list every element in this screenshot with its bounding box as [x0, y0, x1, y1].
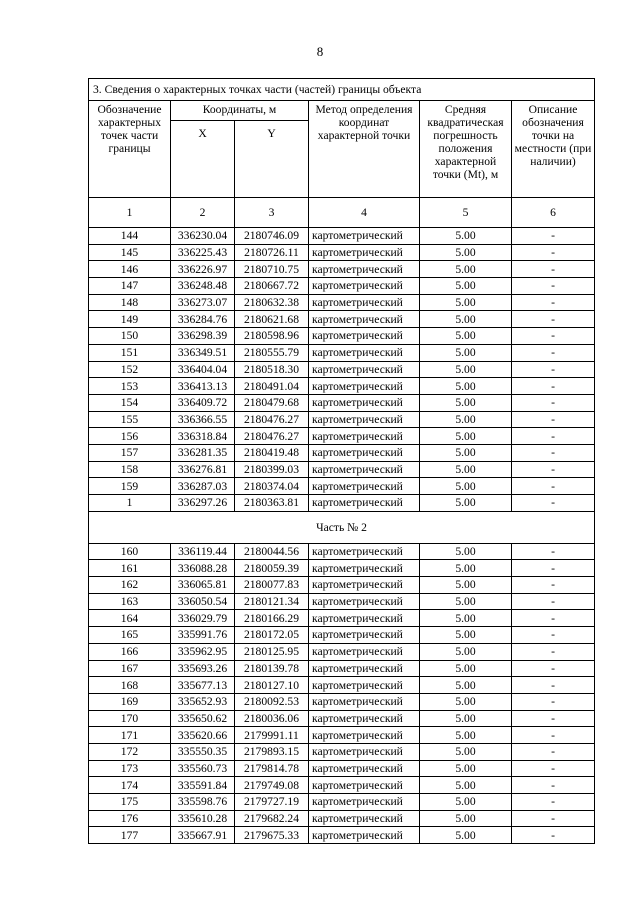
y-coord-cell: 2179991.11: [235, 727, 309, 744]
method-cell: картометрический: [309, 394, 420, 411]
method-cell: картометрический: [309, 328, 420, 345]
mean-error-cell: 5.00: [420, 794, 512, 811]
description-cell: -: [512, 710, 595, 727]
table-row: [89, 610, 595, 627]
point-id-cell: 160: [89, 543, 171, 560]
description-cell: -: [512, 394, 595, 411]
y-coord-cell: 2180667.72: [235, 278, 309, 295]
mean-error-cell: 5.00: [420, 710, 512, 727]
x-coord-cell: 336029.79: [171, 610, 235, 627]
x-coord-cell: 335620.66: [171, 727, 235, 744]
point-id-cell: 153: [89, 378, 171, 395]
method-cell: картометрический: [309, 693, 420, 710]
table-row: [89, 560, 595, 577]
point-id-cell: 166: [89, 643, 171, 660]
method-cell: картометрический: [309, 543, 420, 560]
mean-error-cell: 5.00: [420, 760, 512, 777]
table-row: [89, 643, 595, 660]
table-row: [89, 710, 595, 727]
description-cell: -: [512, 361, 595, 378]
mean-error-cell: 5.00: [420, 610, 512, 627]
y-coord-cell: 2180518.30: [235, 361, 309, 378]
y-coord-cell: 2180598.96: [235, 328, 309, 345]
mean-error-cell: 5.00: [420, 278, 512, 295]
description-cell: -: [512, 693, 595, 710]
y-coord-cell: 2180710.75: [235, 261, 309, 278]
method-cell: картометрический: [309, 278, 420, 295]
description-cell: -: [512, 810, 595, 827]
point-id-cell: 146: [89, 261, 171, 278]
y-coord-cell: 2180374.04: [235, 478, 309, 495]
description-cell: -: [512, 610, 595, 627]
header-point-designation: Обозначение характерных точек части границы: [89, 101, 171, 198]
table-row: [89, 495, 595, 512]
mean-error-cell: 5.00: [420, 228, 512, 245]
point-id-cell: 158: [89, 461, 171, 478]
mean-error-cell: 5.00: [420, 244, 512, 261]
method-cell: картометрический: [309, 560, 420, 577]
point-id-cell: 163: [89, 593, 171, 610]
column-number: 5: [420, 198, 512, 228]
mean-error-cell: 5.00: [420, 495, 512, 512]
y-coord-cell: 2180399.03: [235, 461, 309, 478]
table-row: [89, 294, 595, 311]
point-id-cell: 152: [89, 361, 171, 378]
description-cell: -: [512, 660, 595, 677]
y-coord-cell: 2179675.33: [235, 827, 309, 844]
point-id-cell: 150: [89, 328, 171, 345]
description-cell: -: [512, 777, 595, 794]
point-id-cell: 168: [89, 677, 171, 694]
table-row: [89, 593, 595, 610]
method-cell: картометрический: [309, 827, 420, 844]
y-coord-cell: 2180621.68: [235, 311, 309, 328]
x-coord-cell: 336119.44: [171, 543, 235, 560]
y-coord-cell: 2180476.27: [235, 428, 309, 445]
table-row: [89, 411, 595, 428]
mean-error-cell: 5.00: [420, 378, 512, 395]
x-coord-cell: 336297.26: [171, 495, 235, 512]
method-cell: картометрический: [309, 428, 420, 445]
table-row: [89, 810, 595, 827]
description-cell: -: [512, 627, 595, 644]
mean-error-cell: 5.00: [420, 461, 512, 478]
table-row: [89, 344, 595, 361]
method-cell: картометрический: [309, 444, 420, 461]
point-id-cell: 167: [89, 660, 171, 677]
point-id-cell: 175: [89, 794, 171, 811]
method-cell: картометрический: [309, 660, 420, 677]
y-coord-cell: 2180121.34: [235, 593, 309, 610]
y-coord-cell: 2180059.39: [235, 560, 309, 577]
method-cell: картометрический: [309, 411, 420, 428]
table-row: [89, 261, 595, 278]
x-coord-cell: 336225.43: [171, 244, 235, 261]
table-row: [89, 693, 595, 710]
method-cell: картометрический: [309, 743, 420, 760]
description-cell: -: [512, 428, 595, 445]
y-coord-cell: 2180632.38: [235, 294, 309, 311]
mean-error-cell: 5.00: [420, 444, 512, 461]
point-id-cell: 174: [89, 777, 171, 794]
point-id-cell: 151: [89, 344, 171, 361]
x-coord-cell: 336281.35: [171, 444, 235, 461]
x-coord-cell: 335677.13: [171, 677, 235, 694]
table-row: [89, 311, 595, 328]
x-coord-cell: 336050.54: [171, 593, 235, 610]
header-method: Метод определения координат характерной точки: [309, 101, 420, 198]
table-row: [89, 444, 595, 461]
method-cell: картометрический: [309, 727, 420, 744]
description-cell: -: [512, 677, 595, 694]
method-cell: картометрический: [309, 344, 420, 361]
y-coord-cell: 2180044.56: [235, 543, 309, 560]
y-coord-cell: 2179749.08: [235, 777, 309, 794]
method-cell: картометрический: [309, 311, 420, 328]
x-coord-cell: 336409.72: [171, 394, 235, 411]
y-coord-cell: 2180555.79: [235, 344, 309, 361]
mean-error-cell: 5.00: [420, 627, 512, 644]
table-row: [89, 760, 595, 777]
x-coord-cell: 335550.35: [171, 743, 235, 760]
header-description: Описание обозначения точки на местности (при наличии): [512, 101, 595, 198]
point-id-cell: 173: [89, 760, 171, 777]
x-coord-cell: 336298.39: [171, 328, 235, 345]
table-row: [89, 244, 595, 261]
x-coord-cell: 336318.84: [171, 428, 235, 445]
description-cell: -: [512, 344, 595, 361]
x-coord-cell: 335610.28: [171, 810, 235, 827]
method-cell: картометрический: [309, 643, 420, 660]
description-cell: -: [512, 727, 595, 744]
mean-error-cell: 5.00: [420, 294, 512, 311]
y-coord-cell: 2180363.81: [235, 495, 309, 512]
description-cell: -: [512, 827, 595, 844]
table-row: [89, 743, 595, 760]
mean-error-cell: 5.00: [420, 777, 512, 794]
point-id-cell: 176: [89, 810, 171, 827]
description-cell: -: [512, 794, 595, 811]
table-row: [89, 777, 595, 794]
point-id-cell: 145: [89, 244, 171, 261]
x-coord-cell: 336273.07: [171, 294, 235, 311]
method-cell: картометрический: [309, 478, 420, 495]
point-id-cell: 170: [89, 710, 171, 727]
description-cell: -: [512, 577, 595, 594]
mean-error-cell: 5.00: [420, 643, 512, 660]
y-coord-cell: 2179893.15: [235, 743, 309, 760]
mean-error-cell: 5.00: [420, 810, 512, 827]
description-cell: -: [512, 278, 595, 295]
description-cell: -: [512, 228, 595, 245]
x-coord-cell: 335591.84: [171, 777, 235, 794]
mean-error-cell: 5.00: [420, 543, 512, 560]
table-row: [89, 394, 595, 411]
mean-error-cell: 5.00: [420, 693, 512, 710]
column-numbers-row: [89, 198, 595, 228]
y-coord-cell: 2180036.06: [235, 710, 309, 727]
method-cell: картометрический: [309, 361, 420, 378]
point-id-cell: 148: [89, 294, 171, 311]
description-cell: -: [512, 543, 595, 560]
mean-error-cell: 5.00: [420, 328, 512, 345]
point-id-cell: 154: [89, 394, 171, 411]
table-row: [89, 727, 595, 744]
x-coord-cell: 335991.76: [171, 627, 235, 644]
method-cell: картометрический: [309, 610, 420, 627]
table-row: [89, 827, 595, 844]
column-number: 1: [89, 198, 171, 228]
x-coord-cell: 336248.48: [171, 278, 235, 295]
table-row: [89, 577, 595, 594]
table-row: [89, 627, 595, 644]
header-mean-error: Средняя квадратическая погрешность положения характерной точки (Mt), м: [420, 101, 512, 198]
y-coord-cell: 2180726.11: [235, 244, 309, 261]
section-title: 3. Сведения о характерных точках части (частей) границы объекта: [89, 79, 595, 101]
point-id-cell: 177: [89, 827, 171, 844]
point-id-cell: 147: [89, 278, 171, 295]
method-cell: картометрический: [309, 777, 420, 794]
x-coord-cell: 336088.28: [171, 560, 235, 577]
point-id-cell: 1: [89, 495, 171, 512]
x-coord-cell: 336065.81: [171, 577, 235, 594]
point-id-cell: 172: [89, 743, 171, 760]
y-coord-cell: 2179814.78: [235, 760, 309, 777]
mean-error-cell: 5.00: [420, 311, 512, 328]
point-id-cell: 171: [89, 727, 171, 744]
description-cell: -: [512, 261, 595, 278]
x-coord-cell: 336287.03: [171, 478, 235, 495]
table-row: [89, 794, 595, 811]
description-cell: -: [512, 294, 595, 311]
mean-error-cell: 5.00: [420, 593, 512, 610]
point-id-cell: 144: [89, 228, 171, 245]
point-id-cell: 159: [89, 478, 171, 495]
x-coord-cell: 336404.04: [171, 361, 235, 378]
x-coord-cell: 336276.81: [171, 461, 235, 478]
mean-error-cell: 5.00: [420, 560, 512, 577]
description-cell: -: [512, 378, 595, 395]
x-coord-cell: 335560.73: [171, 760, 235, 777]
table-row: [89, 461, 595, 478]
y-coord-cell: 2180172.05: [235, 627, 309, 644]
description-cell: -: [512, 328, 595, 345]
description-cell: -: [512, 593, 595, 610]
column-number: 3: [235, 198, 309, 228]
x-coord-cell: 336284.76: [171, 311, 235, 328]
table-row: [89, 278, 595, 295]
x-coord-cell: 335652.93: [171, 693, 235, 710]
y-coord-cell: 2180476.27: [235, 411, 309, 428]
mean-error-cell: 5.00: [420, 677, 512, 694]
description-cell: -: [512, 461, 595, 478]
method-cell: картометрический: [309, 593, 420, 610]
mean-error-cell: 5.00: [420, 261, 512, 278]
description-cell: -: [512, 411, 595, 428]
point-id-cell: 169: [89, 693, 171, 710]
mean-error-cell: 5.00: [420, 827, 512, 844]
point-id-cell: 164: [89, 610, 171, 627]
method-cell: картометрический: [309, 294, 420, 311]
y-coord-cell: 2179727.19: [235, 794, 309, 811]
point-id-cell: 162: [89, 577, 171, 594]
column-number: 6: [512, 198, 595, 228]
mean-error-cell: 5.00: [420, 394, 512, 411]
header-y: Y: [235, 121, 309, 198]
x-coord-cell: 336366.55: [171, 411, 235, 428]
mean-error-cell: 5.00: [420, 344, 512, 361]
table-row: [89, 478, 595, 495]
y-coord-cell: 2180419.48: [235, 444, 309, 461]
y-coord-cell: 2180139.78: [235, 660, 309, 677]
method-cell: картометрический: [309, 244, 420, 261]
y-coord-cell: 2180166.29: [235, 610, 309, 627]
table-row: [89, 660, 595, 677]
mean-error-cell: 5.00: [420, 411, 512, 428]
point-id-cell: 155: [89, 411, 171, 428]
table-row: [89, 361, 595, 378]
x-coord-cell: 336226.97: [171, 261, 235, 278]
table-row: [89, 543, 595, 560]
mean-error-cell: 5.00: [420, 743, 512, 760]
mean-error-cell: 5.00: [420, 660, 512, 677]
description-cell: -: [512, 495, 595, 512]
y-coord-cell: 2180077.83: [235, 577, 309, 594]
point-id-cell: 161: [89, 560, 171, 577]
header-x: X: [171, 121, 235, 198]
method-cell: картометрический: [309, 710, 420, 727]
page-number: 8: [316, 44, 324, 59]
description-cell: -: [512, 478, 595, 495]
y-coord-cell: 2180491.04: [235, 378, 309, 395]
point-id-cell: 156: [89, 428, 171, 445]
method-cell: картометрический: [309, 810, 420, 827]
column-number: 4: [309, 198, 420, 228]
x-coord-cell: 335962.95: [171, 643, 235, 660]
description-cell: -: [512, 560, 595, 577]
y-coord-cell: 2180127.10: [235, 677, 309, 694]
y-coord-cell: 2180746.09: [235, 228, 309, 245]
x-coord-cell: 336349.51: [171, 344, 235, 361]
table-row: [89, 677, 595, 694]
y-coord-cell: 2180125.95: [235, 643, 309, 660]
method-cell: картометрический: [309, 261, 420, 278]
point-id-cell: 165: [89, 627, 171, 644]
y-coord-cell: 2179682.24: [235, 810, 309, 827]
x-coord-cell: 336230.04: [171, 228, 235, 245]
y-coord-cell: 2180479.68: [235, 394, 309, 411]
x-coord-cell: 336413.13: [171, 378, 235, 395]
mean-error-cell: 5.00: [420, 361, 512, 378]
method-cell: картометрический: [309, 378, 420, 395]
point-id-cell: 157: [89, 444, 171, 461]
table-row: [89, 428, 595, 445]
description-cell: -: [512, 444, 595, 461]
x-coord-cell: 335598.76: [171, 794, 235, 811]
mean-error-cell: 5.00: [420, 428, 512, 445]
point-id-cell: 149: [89, 311, 171, 328]
table-row: [89, 378, 595, 395]
x-coord-cell: 335693.26: [171, 660, 235, 677]
header-coordinates: Координаты, м: [171, 101, 309, 121]
description-cell: -: [512, 244, 595, 261]
method-cell: картометрический: [309, 577, 420, 594]
method-cell: картометрический: [309, 627, 420, 644]
method-cell: картометрический: [309, 760, 420, 777]
method-cell: картометрический: [309, 495, 420, 512]
description-cell: -: [512, 760, 595, 777]
method-cell: картометрический: [309, 677, 420, 694]
method-cell: картометрический: [309, 461, 420, 478]
y-coord-cell: 2180092.53: [235, 693, 309, 710]
description-cell: -: [512, 643, 595, 660]
table-row: [89, 228, 595, 245]
x-coord-cell: 335650.62: [171, 710, 235, 727]
method-cell: картометрический: [309, 228, 420, 245]
column-number: 2: [171, 198, 235, 228]
description-cell: -: [512, 311, 595, 328]
description-cell: -: [512, 743, 595, 760]
points-table: [88, 78, 595, 844]
table-row: [89, 328, 595, 345]
mean-error-cell: 5.00: [420, 577, 512, 594]
part-label: Часть № 2: [89, 511, 595, 543]
method-cell: картометрический: [309, 794, 420, 811]
x-coord-cell: 335667.91: [171, 827, 235, 844]
mean-error-cell: 5.00: [420, 478, 512, 495]
mean-error-cell: 5.00: [420, 727, 512, 744]
